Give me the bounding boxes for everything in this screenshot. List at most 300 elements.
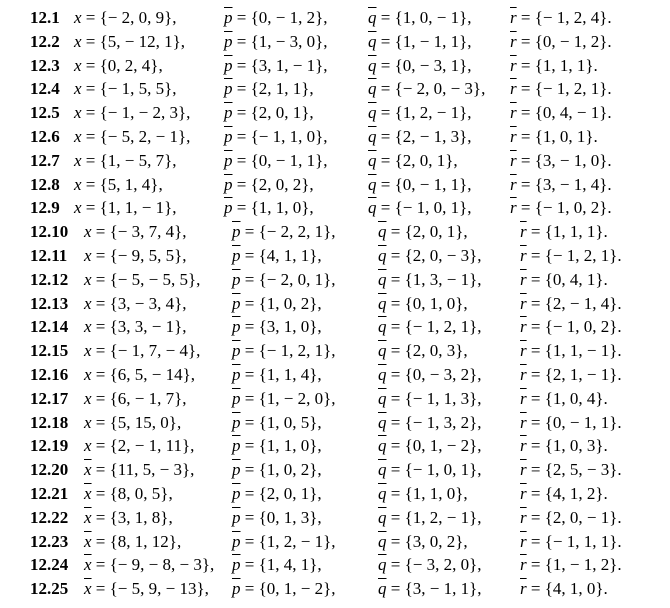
vector-q <box>378 411 482 435</box>
vector-r-value: {1, 1, 1}. <box>544 222 608 242</box>
vector-p-symbol: $\overline{p}$ <box>232 388 241 408</box>
vector-x-symbol: $\overline{x}$ <box>84 531 92 551</box>
equals-sign: = <box>526 436 545 456</box>
equals-sign: = <box>386 293 405 313</box>
vector-r <box>520 363 622 387</box>
problem-row <box>0 125 670 149</box>
vector-q-value: {1, 3, − 1}, <box>404 269 482 289</box>
vector-p <box>224 77 314 101</box>
equals-sign: = <box>516 174 535 194</box>
vector-x-symbol: x <box>74 150 82 170</box>
vector-x-value: {6, 5, − 14}, <box>109 365 196 384</box>
vector-x <box>84 315 187 339</box>
problem-row <box>0 434 670 458</box>
vector-q <box>378 339 468 363</box>
equals-sign: = <box>91 388 110 408</box>
vector-q <box>378 482 468 506</box>
equals-sign: = <box>240 341 259 361</box>
vector-q-symbol: $\overline{q}$ <box>368 8 377 27</box>
vector-x-value: {0, 2, 4}, <box>99 55 163 75</box>
equals-sign: = <box>386 388 405 408</box>
equals-sign: = <box>376 55 395 75</box>
vector-x-symbol: x <box>84 436 92 456</box>
vector-p-value: {1, 1, 4}, <box>258 365 322 384</box>
vector-q-value: {− 1, 0, 1}, <box>404 460 482 480</box>
problem-number: 12.8 <box>30 174 60 194</box>
vector-p-value: {0, 1, 3}, <box>258 507 322 527</box>
equals-sign: = <box>526 317 545 337</box>
equals-sign: = <box>526 531 545 551</box>
vector-q <box>378 530 468 554</box>
vector-x-value: {8, 1, 12}, <box>109 531 182 551</box>
vector-r-symbol: $\overline{r}$ <box>520 579 527 599</box>
vector-q <box>368 30 472 54</box>
problem-number: 12.14 <box>30 317 69 337</box>
vector-q-symbol: $\overline{q}$ <box>368 31 377 51</box>
problem-number: 12.15 <box>30 341 69 361</box>
vector-q <box>378 506 482 530</box>
vector-q-symbol: $\overline{q}$ <box>378 317 387 337</box>
vector-r-symbol: $\overline{r}$ <box>520 293 527 313</box>
equals-sign: = <box>516 55 535 75</box>
vector-x-value: {1, 1, − 1}, <box>99 198 177 218</box>
vector-q <box>378 244 482 268</box>
equals-sign: = <box>232 127 251 146</box>
vector-p-value: {1, 0, 5}, <box>258 412 322 432</box>
vector-x <box>84 292 187 316</box>
vector-q-symbol: $\overline{q}$ <box>368 103 377 123</box>
vector-x-symbol: x <box>84 269 92 289</box>
vector-x-symbol: x <box>74 79 82 99</box>
vector-r <box>520 434 608 458</box>
vector-q <box>378 387 482 411</box>
vector-x <box>74 101 190 125</box>
vector-p-symbol: $\overline{p}$ <box>224 103 233 123</box>
vector-q <box>368 6 472 30</box>
equals-sign: = <box>240 317 259 337</box>
vector-p-value: {2, 1, 1}, <box>250 79 314 99</box>
vector-x-value: {3, 3, − 1}, <box>109 317 187 337</box>
equals-sign: = <box>81 150 100 170</box>
vector-p-symbol: $\overline{p}$ <box>232 555 241 575</box>
vector-r <box>510 54 598 78</box>
vector-x-symbol: x <box>74 55 82 75</box>
vector-p <box>224 54 328 78</box>
equals-sign: = <box>526 365 545 384</box>
equals-sign: = <box>81 8 100 27</box>
vector-x-symbol: x <box>74 174 82 194</box>
vector-x <box>74 6 177 30</box>
vector-q-value: {0, − 3, 1}, <box>394 55 472 75</box>
vector-p-value: {1, 1, 0}, <box>258 436 322 456</box>
vector-p-value: {1, 1, 0}, <box>250 198 314 218</box>
vector-q-symbol: $\overline{q}$ <box>378 507 387 527</box>
vector-x-symbol: x <box>74 198 82 218</box>
vector-r-symbol: $\overline{r}$ <box>520 269 527 289</box>
vector-r <box>520 220 608 244</box>
equals-sign: = <box>240 484 259 503</box>
vector-p-symbol: $\overline{p}$ <box>224 150 233 170</box>
vector-q-symbol: $\overline{q}$ <box>368 150 377 170</box>
vector-x <box>84 244 187 268</box>
vector-r-symbol: $\overline{r}$ <box>520 484 527 503</box>
vector-x <box>84 482 173 506</box>
vector-p-value: {4, 1, 1}, <box>258 246 322 265</box>
vector-q-value: {1, 1, 0}, <box>404 484 468 503</box>
equals-sign: = <box>91 317 110 337</box>
equals-sign: = <box>376 174 395 194</box>
vector-r-symbol: $\overline{r}$ <box>510 103 517 123</box>
vector-r <box>510 101 612 125</box>
vector-q-value: {2, 0, − 3}, <box>404 246 482 265</box>
vector-p-symbol: $\overline{p}$ <box>232 341 241 361</box>
vector-x-value: {1, − 5, 7}, <box>99 150 177 170</box>
equals-sign: = <box>386 412 405 432</box>
vector-x-symbol: x <box>74 103 82 123</box>
vector-p <box>224 125 328 149</box>
equals-sign: = <box>81 103 100 123</box>
equals-sign: = <box>232 198 251 218</box>
vector-p-symbol: $\overline{p}$ <box>232 365 241 384</box>
vector-q-value: {− 1, 3, 2}, <box>404 412 482 432</box>
vector-p <box>224 196 314 220</box>
vector-q-value: {3, 0, 2}, <box>404 531 468 551</box>
equals-sign: = <box>240 269 259 289</box>
equals-sign: = <box>376 79 395 99</box>
problem-number: 12.17 <box>30 388 69 408</box>
equals-sign: = <box>386 365 405 384</box>
vector-q <box>378 268 482 292</box>
problem-row <box>0 411 670 435</box>
problem-number: 12.13 <box>30 293 69 313</box>
vector-p <box>224 30 328 54</box>
equals-sign: = <box>81 174 100 194</box>
equals-sign: = <box>91 460 110 480</box>
vector-x <box>74 173 163 197</box>
equals-sign: = <box>81 79 100 99</box>
vector-x-symbol: x <box>84 246 92 265</box>
problem-number: 12.18 <box>30 412 69 432</box>
problem-row <box>0 387 670 411</box>
vector-r <box>520 315 622 339</box>
vector-q <box>378 363 482 387</box>
vector-q-value: {− 1, 1, 3}, <box>404 388 482 408</box>
vector-r-value: {1, − 1, 2}. <box>544 555 622 575</box>
equals-sign: = <box>232 150 251 170</box>
vector-r-symbol: $\overline{r}$ <box>510 150 517 170</box>
vector-q-value: {2, 0, 3}, <box>404 341 468 361</box>
vector-x-symbol: x <box>74 31 82 51</box>
vector-r-value: {0, − 1, 1}. <box>544 412 622 432</box>
vector-p <box>232 220 336 244</box>
vector-x <box>74 30 185 54</box>
vector-q <box>378 577 482 601</box>
equals-sign: = <box>240 246 259 265</box>
vector-p-value: {2, 0, 1}, <box>250 103 314 123</box>
equals-sign: = <box>516 127 535 146</box>
equals-sign: = <box>516 150 535 170</box>
vector-p <box>232 482 322 506</box>
vector-r-symbol: $\overline{r}$ <box>510 55 517 75</box>
vector-r-value: {2, 1, − 1}. <box>544 365 622 384</box>
vector-q-value: {2, 0, 1}, <box>394 150 458 170</box>
vector-q <box>378 220 468 244</box>
vector-x-value: {− 2, 0, 9}, <box>99 8 177 27</box>
vector-x <box>84 530 181 554</box>
problem-number: 12.1 <box>30 8 60 27</box>
equals-sign: = <box>526 460 545 480</box>
vector-p-symbol: $\overline{p}$ <box>232 246 241 265</box>
vector-p-symbol: $\overline{p}$ <box>232 579 241 599</box>
equals-sign: = <box>240 365 259 384</box>
vector-q-value: {2, − 1, 3}, <box>394 127 472 146</box>
equals-sign: = <box>516 198 535 218</box>
problem-number: 12.23 <box>30 531 69 551</box>
equals-sign: = <box>386 531 405 551</box>
vector-q-symbol: $\overline{q}$ <box>378 365 387 384</box>
vector-q <box>368 125 472 149</box>
vector-q-symbol: $\overline{q}$ <box>368 79 377 99</box>
vector-q-symbol: $\overline{q}$ <box>378 269 387 289</box>
problem-row <box>0 363 670 387</box>
vector-p-symbol: $\overline{p}$ <box>224 198 233 218</box>
vector-q-value: {− 1, 2, 1}, <box>404 317 482 337</box>
vector-x-value: {5, − 12, 1}, <box>99 31 186 51</box>
problem-number: 12.19 <box>30 436 69 456</box>
vector-q <box>378 458 482 482</box>
vector-p <box>232 339 336 363</box>
equals-sign: = <box>526 507 545 527</box>
vector-p <box>232 387 336 411</box>
vector-q-symbol: $\overline{q}$ <box>378 460 387 480</box>
equals-sign: = <box>232 55 251 75</box>
vector-q-symbol: $\overline{q}$ <box>378 293 387 313</box>
vector-p <box>232 292 322 316</box>
vector-x <box>84 434 194 458</box>
vector-x <box>84 339 200 363</box>
equals-sign: = <box>232 79 251 99</box>
problem-number: 12.6 <box>30 127 60 146</box>
vector-q <box>368 77 485 101</box>
vector-r <box>520 458 622 482</box>
vector-r-symbol: $\overline{r}$ <box>520 341 527 361</box>
vector-x <box>74 125 190 149</box>
vector-x-value: {3, − 3, 4}, <box>109 293 187 313</box>
vector-x-value: {5, 15, 0}, <box>109 412 182 432</box>
vector-x <box>84 363 195 387</box>
vector-r-value: {1, 0, 1}. <box>534 127 598 146</box>
equals-sign: = <box>526 579 545 599</box>
vector-p <box>232 506 322 530</box>
vector-p-symbol: $\overline{p}$ <box>224 79 233 99</box>
vector-r <box>520 339 622 363</box>
vector-p <box>232 411 322 435</box>
equals-sign: = <box>240 293 259 313</box>
problem-number: 12.9 <box>30 198 60 218</box>
vector-q-value: {0, 1, 0}, <box>404 293 468 313</box>
vector-x-value: {11, 5, − 3}, <box>109 460 195 480</box>
vector-q-symbol: $\overline{q}$ <box>378 484 387 503</box>
vector-x-value: {− 9, − 8, − 3}, <box>109 555 215 575</box>
vector-q-symbol: $\overline{q}$ <box>378 341 387 361</box>
vector-p-symbol: $\overline{p}$ <box>232 460 241 480</box>
vector-x <box>84 553 214 577</box>
problem-row <box>0 268 670 292</box>
equals-sign: = <box>91 484 110 503</box>
equals-sign: = <box>386 507 405 527</box>
vector-q-value: {− 1, 0, 1}, <box>394 198 472 218</box>
equals-sign: = <box>91 531 110 551</box>
vector-x-symbol: $\overline{x}$ <box>84 484 92 503</box>
vector-p-symbol: $\overline{p}$ <box>232 317 241 337</box>
vector-x-symbol: x <box>84 317 92 337</box>
equals-sign: = <box>526 269 545 289</box>
equals-sign: = <box>516 103 535 123</box>
vector-q-value: {− 2, 0, − 3}, <box>394 79 486 99</box>
equals-sign: = <box>240 388 259 408</box>
vector-q-value: {0, 1, − 2}, <box>404 436 482 456</box>
problem-row <box>0 54 670 78</box>
vector-r <box>520 411 622 435</box>
problem-row <box>0 506 670 530</box>
problem-row <box>0 292 670 316</box>
vector-x-symbol: $\overline{x}$ <box>84 555 92 575</box>
vector-r-value: {0, 4, − 1}. <box>534 103 612 123</box>
equals-sign: = <box>240 555 259 575</box>
vector-r <box>510 149 612 173</box>
problem-row <box>0 315 670 339</box>
vector-r <box>510 30 612 54</box>
vector-p <box>224 101 314 125</box>
problem-row <box>0 530 670 554</box>
vector-p-symbol: $\overline{p}$ <box>224 127 233 146</box>
problem-number: 12.24 <box>30 555 69 575</box>
vector-p-value: {0, − 1, 2}, <box>250 8 328 27</box>
vector-p <box>224 149 328 173</box>
vector-q-value: {1, − 1, 1}, <box>394 31 472 51</box>
vector-p-value: {1, 2, − 1}, <box>258 531 336 551</box>
problem-number: 12.20 <box>30 460 69 480</box>
vector-q-value: {0, − 1, 1}, <box>394 174 472 194</box>
problem-row <box>0 149 670 173</box>
vector-p-symbol: $\overline{p}$ <box>224 31 233 51</box>
equals-sign: = <box>386 222 405 242</box>
vector-q <box>378 292 468 316</box>
vector-p-value: {1, 0, 2}, <box>258 460 322 480</box>
vector-p <box>232 363 322 387</box>
vector-r <box>510 6 612 30</box>
equals-sign: = <box>232 31 251 51</box>
vector-x <box>74 149 177 173</box>
vector-p-value: {1, 0, 2}, <box>258 293 322 313</box>
vector-r-symbol: $\overline{r}$ <box>520 388 527 408</box>
vector-q-symbol: $\overline{q}$ <box>378 388 387 408</box>
equals-sign: = <box>526 293 545 313</box>
vector-p-value: {1, 4, 1}, <box>258 555 322 575</box>
vector-p <box>232 268 336 292</box>
vector-p-value: {3, 1, 0}, <box>258 317 322 337</box>
vector-p <box>232 315 322 339</box>
vector-p-value: {1, − 3, 0}, <box>250 31 328 51</box>
vector-p-symbol: $\overline{p}$ <box>224 55 233 75</box>
problem-number: 12.21 <box>30 484 69 503</box>
equals-sign: = <box>526 341 545 361</box>
vector-x <box>84 411 181 435</box>
vector-p-symbol: $\overline{p}$ <box>232 222 241 242</box>
vector-r-symbol: $\overline{r}$ <box>520 460 527 480</box>
problem-row <box>0 339 670 363</box>
vector-x <box>74 196 177 220</box>
equals-sign: = <box>386 269 405 289</box>
vector-p <box>232 577 336 601</box>
vector-r <box>510 173 612 197</box>
vector-p-value: {2, 0, 2}, <box>250 174 314 194</box>
vector-q-symbol: $\overline{q}$ <box>368 174 377 194</box>
vector-r-symbol: $\overline{r}$ <box>510 198 517 218</box>
equals-sign: = <box>81 198 100 218</box>
vector-r-value: {3, − 1, 4}. <box>534 174 612 194</box>
vector-x-value: {8, 0, 5}, <box>109 484 173 503</box>
vector-q-value: {1, 0, − 1}, <box>394 8 472 27</box>
vector-p-value: {− 2, 2, 1}, <box>258 222 336 242</box>
equals-sign: = <box>91 436 110 456</box>
vector-r-value: {4, 1, 2}. <box>544 484 608 503</box>
vector-p-symbol: $\overline{p}$ <box>232 269 241 289</box>
problem-number: 12.2 <box>30 31 60 51</box>
vector-x-value: {− 5, 9, − 13}, <box>109 579 209 599</box>
vector-x-symbol: x <box>84 365 92 384</box>
vector-r-value: {1, 0, 3}. <box>544 436 608 456</box>
problem-row <box>0 482 670 506</box>
problem-row <box>0 196 670 220</box>
vector-r-symbol: $\overline{r}$ <box>510 31 517 51</box>
equals-sign: = <box>376 8 395 27</box>
vector-x-value: {− 1, 5, 5}, <box>99 79 177 99</box>
vector-x-symbol: $\overline{x}$ <box>84 460 92 480</box>
vector-q-symbol: $\overline{q}$ <box>378 412 387 432</box>
equals-sign: = <box>386 317 405 337</box>
problem-row <box>0 30 670 54</box>
problem-number: 12.16 <box>30 365 69 384</box>
equals-sign: = <box>376 150 395 170</box>
vector-x-value: {− 5, 2, − 1}, <box>99 127 191 146</box>
vector-p-symbol: $\overline{p}$ <box>232 484 241 503</box>
equals-sign: = <box>386 246 405 265</box>
vector-r-value: {2, 0, − 1}. <box>544 507 622 527</box>
vector-q <box>368 173 472 197</box>
vector-r-symbol: $\overline{r}$ <box>520 436 527 456</box>
vector-r-value: {− 1, 2, 1}. <box>544 246 622 265</box>
equals-sign: = <box>91 412 110 432</box>
vector-x-symbol: x <box>84 222 92 242</box>
vector-r-value: {0, − 1, 2}. <box>534 31 612 51</box>
vector-p-value: {− 1, 1, 0}, <box>250 127 328 146</box>
vector-r-symbol: $\overline{r}$ <box>520 507 527 527</box>
vector-p-symbol: $\overline{p}$ <box>232 293 241 313</box>
equals-sign: = <box>386 484 405 503</box>
equals-sign: = <box>386 341 405 361</box>
equals-sign: = <box>91 269 110 289</box>
equals-sign: = <box>91 293 110 313</box>
equals-sign: = <box>386 555 405 575</box>
vector-p-symbol: $\overline{p}$ <box>232 507 241 527</box>
vector-q-value: {− 3, 2, 0}, <box>404 555 482 575</box>
vector-r-symbol: $\overline{r}$ <box>520 555 527 575</box>
equals-sign: = <box>232 8 251 27</box>
equals-sign: = <box>240 579 259 599</box>
vector-q-symbol: $\overline{q}$ <box>378 579 387 599</box>
vector-r <box>520 482 608 506</box>
